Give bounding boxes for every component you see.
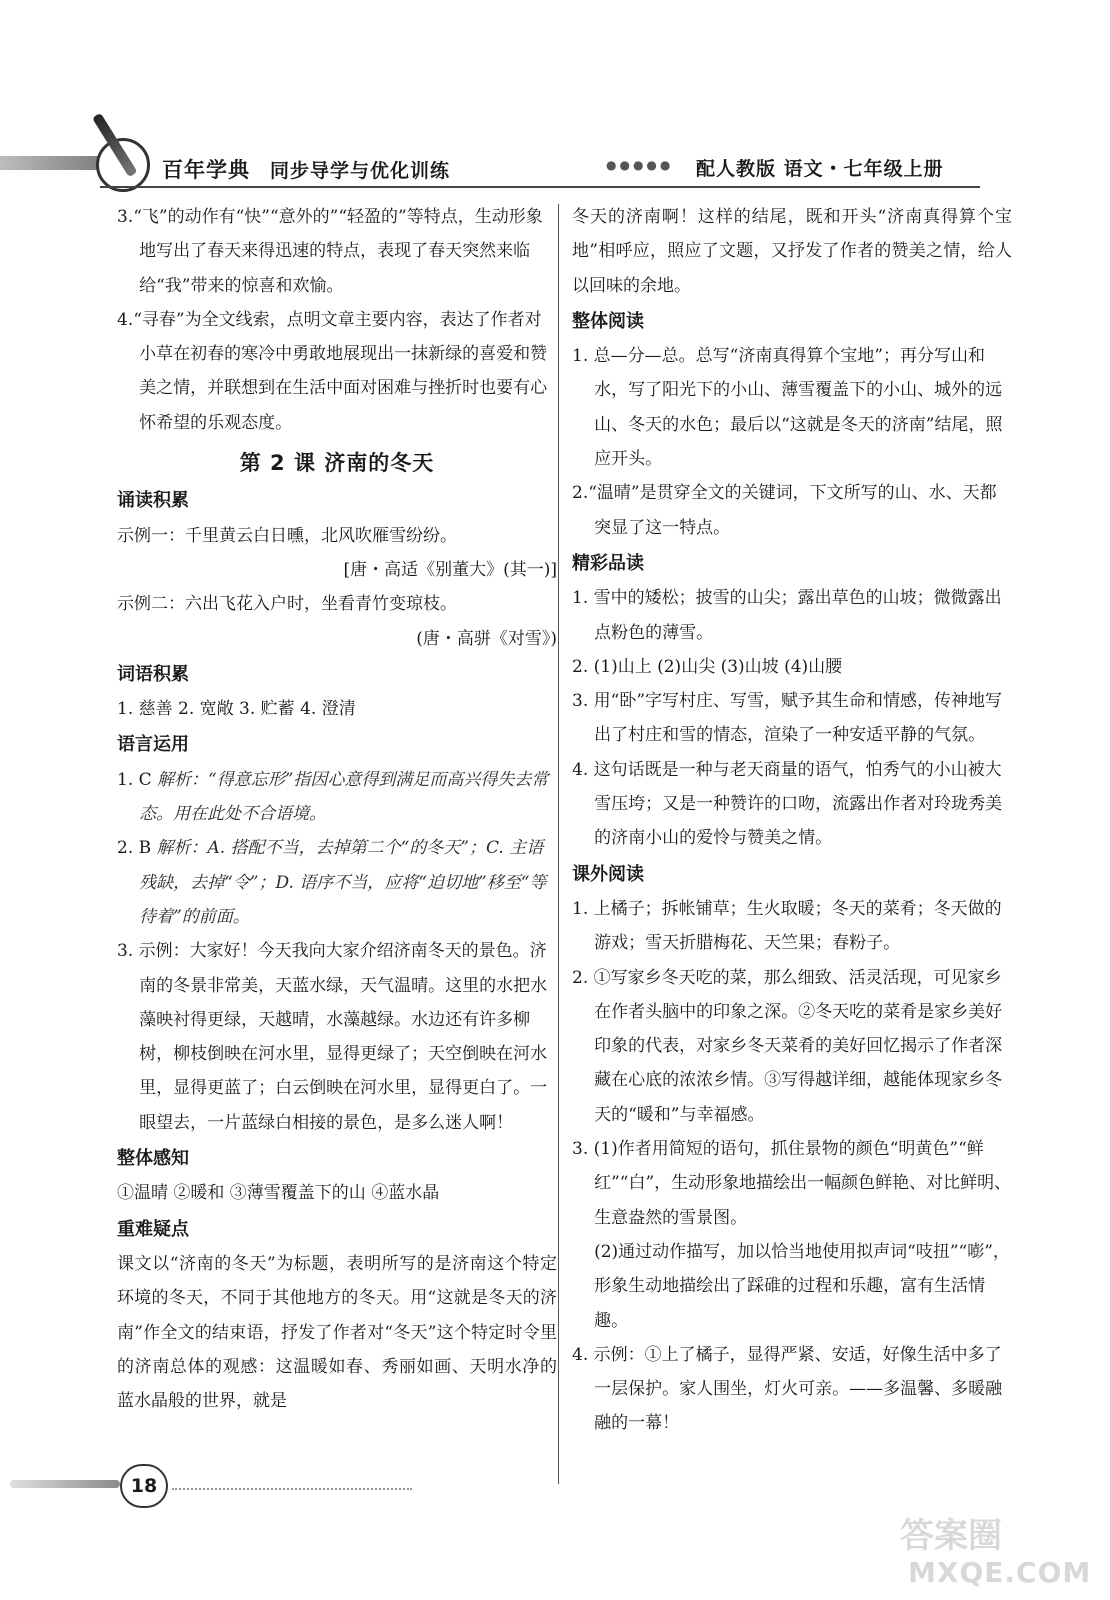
answer-choice: 1. C — [117, 769, 158, 790]
answer-item: 2.“温晴”是贯穿全文的关键词，下文所写的山、水、天都突显了这一特点。 — [572, 483, 997, 538]
answer-explanation: 解析：A. 搭配不当，去掉第二个“的冬天”；C. 主语残缺，去掉“令”；D. 语序不当，应将“迫切地”移至“等待着”的前面。 — [139, 838, 547, 927]
section-heading: 语言运用 — [117, 734, 189, 756]
answer-item: 4.“寻春”为全文线索，点明文章主要内容，表达了作者对小草在初春的寒冷中勇敢地展现出一抹新绿的喜爱和赞美之情，并联想到在生活中面对困难与挫折时也要有心怀希望的乐观态度。 — [117, 309, 548, 433]
answer-item: 2. (1)山上 (2)山尖 (3)山坡 (4)山腰 — [572, 656, 843, 677]
answer-item: 3. 用“卧”字写村庄、写雪，赋予其生命和情感，传神地写出了村庄和雪的情态，渲染了一种安适平静的气氛。 — [572, 691, 1003, 746]
section-heading: 课外阅读 — [572, 863, 644, 885]
section-heading: 精彩品读 — [572, 552, 644, 574]
section-heading: 诵读积累 — [117, 490, 189, 512]
right-column — [572, 200, 1012, 1441]
answer-item: 3.“飞”的动作有“快”“意外的”“轻盈的”等特点，生动形象地写出了春天来得迅速的特点，表现了春天突然来临给“我”带来的惊喜和欢愉。 — [117, 207, 543, 296]
watermark-url: MXQE.COM — [908, 1556, 1092, 1589]
answer-item: 1. 雪中的矮松；披雪的山尖；露出草色的山坡；微微露出点粉色的薄雪。 — [572, 588, 1002, 643]
answer-item: 4. 示例：①上了橘子，显得严紧、安适，好像生活中多了一层保护。家人围坐，灯火可亲。——多温馨、多暖融融的一幕！ — [572, 1344, 1003, 1434]
section-heading: 整体阅读 — [572, 310, 644, 332]
answer-item — [117, 831, 557, 934]
example-line: 示例一：千里黄云白日曛，北风吹雁雪纷纷。 — [117, 525, 457, 546]
section-heading: 整体感知 — [117, 1148, 189, 1170]
example-source: [唐・高适《别董大》(其一)] — [343, 559, 557, 580]
answer-item: 1. 上橘子；拆帐铺草；生火取暖；冬天的菜肴；冬天做的游戏；雪天折腊梅花、天竺果；春粉子。 — [572, 898, 1002, 954]
answer-subitem: (2)通过动作描写，加以恰当地使用拟声词“吱扭”“嘭”，形象生动地描绘出了踩碓的过程和乐趣，富有生活情趣。 — [594, 1241, 1010, 1331]
answer-paragraph: 冬天的济南啊！这样的结尾，既和开头“济南真得算个宝地”相呼应，照应了文题，又抒发了作者的赞美之情，给人以回味的余地。 — [572, 207, 1012, 296]
answer-item: 2. ①写家乡冬天吃的菜，那么细致、活灵活现，可见家乡在作者头脑中的印象之深。②冬天吃的菜肴是家乡美好印象的代表，对家乡冬天菜肴的美好回忆揭示了作者深藏在心底的浓浓乡情。③写得越详细，越能体现家乡冬天的“暖和”与幸福感。 — [572, 967, 1003, 1125]
section-heading: 重难疑点 — [117, 1218, 189, 1240]
answer-item: 1. 总—分—总。总写“济南真得算个宝地”；再分写山和水，写了阳光下的小山、薄雪覆盖下的小山、城外的远山、冬天的水色；最后以“这就是冬天的济南”结尾，照应开头。 — [572, 346, 1003, 470]
lesson-title: 第 2 课 济南的冬天 — [239, 451, 435, 476]
footer-decor-bar — [10, 1480, 120, 1488]
section-heading: 词语积累 — [117, 663, 189, 685]
footer-dotted-rule — [172, 1488, 412, 1490]
example-line: 示例二：六出飞花入户时，坐看青竹变琼枝。 — [117, 594, 457, 615]
answer-line: ①温晴 ②暖和 ③薄雪覆盖下的山 ④蓝水晶 — [117, 1183, 440, 1204]
header-rule — [100, 186, 980, 188]
book-title: 百年学典 — [162, 158, 250, 182]
book-edition: 配人教版 语文・七年级上册 — [696, 158, 944, 180]
header-dots: ●●●●● — [606, 158, 674, 172]
answer-choice: 2. B — [117, 838, 157, 859]
example-source: (唐・高骈《对雪》) — [416, 628, 557, 649]
answer-explanation: 解析：“得意忘形”指因心意得到满足而高兴得失去常态。用在此处不合语境。 — [139, 769, 549, 825]
page-number: 18 — [120, 1464, 168, 1508]
answer-line: 1. 慈善 2. 宽敞 3. 贮蓄 4. 澄清 — [117, 699, 356, 720]
book-subtitle: 同步导学与优化训练 — [270, 160, 451, 182]
answer-item: 3. 示例：大家好！今天我向大家介绍济南冬天的景色。济南的冬景非常美，天蓝水绿，天气温晴。这里的水把水藻映衬得更绿，天越晴，水藻越绿。水边还有许多柳树，柳枝倒映在河水里，显得更绿了；天空倒映在河水里，显得更蓝了；白云倒映在河水里，显得更白了。一眼望去，一片蓝绿白相接的景色，是多么迷人啊！ — [117, 941, 548, 1133]
answer-paragraph: 课文以“济南的冬天”为标题，表明所写的是济南这个特定环境的冬天，不同于其他地方的冬天。用“这就是冬天的济南”作全文的结束语，抒发了作者对“冬天”这个特定时令里的济南总体的观感：这温暖如春、秀丽如画、天明水净的蓝水晶般的世界，就是 — [117, 1253, 557, 1412]
answer-item: 3. (1)作者用简短的语句，抓住景物的颜色“明黄色”“鲜红”“白”，生动形象地描绘出一幅颜色鲜艳、对比鲜明、生意盎然的雪景图。 — [572, 1139, 1012, 1228]
watermark-logo: 答案圈 — [900, 1516, 1002, 1556]
answer-item: 4. 这句话既是一种与老天商量的语气，怕秀气的小山被大雪压垮；又是一种赞许的口吻，流露出作者对玲珑秀美的济南小山的爱怜与赞美之情。 — [572, 759, 1003, 849]
answer-item — [117, 763, 557, 832]
left-column — [117, 200, 557, 1418]
page-header — [0, 118, 1110, 198]
column-divider — [558, 204, 559, 1484]
